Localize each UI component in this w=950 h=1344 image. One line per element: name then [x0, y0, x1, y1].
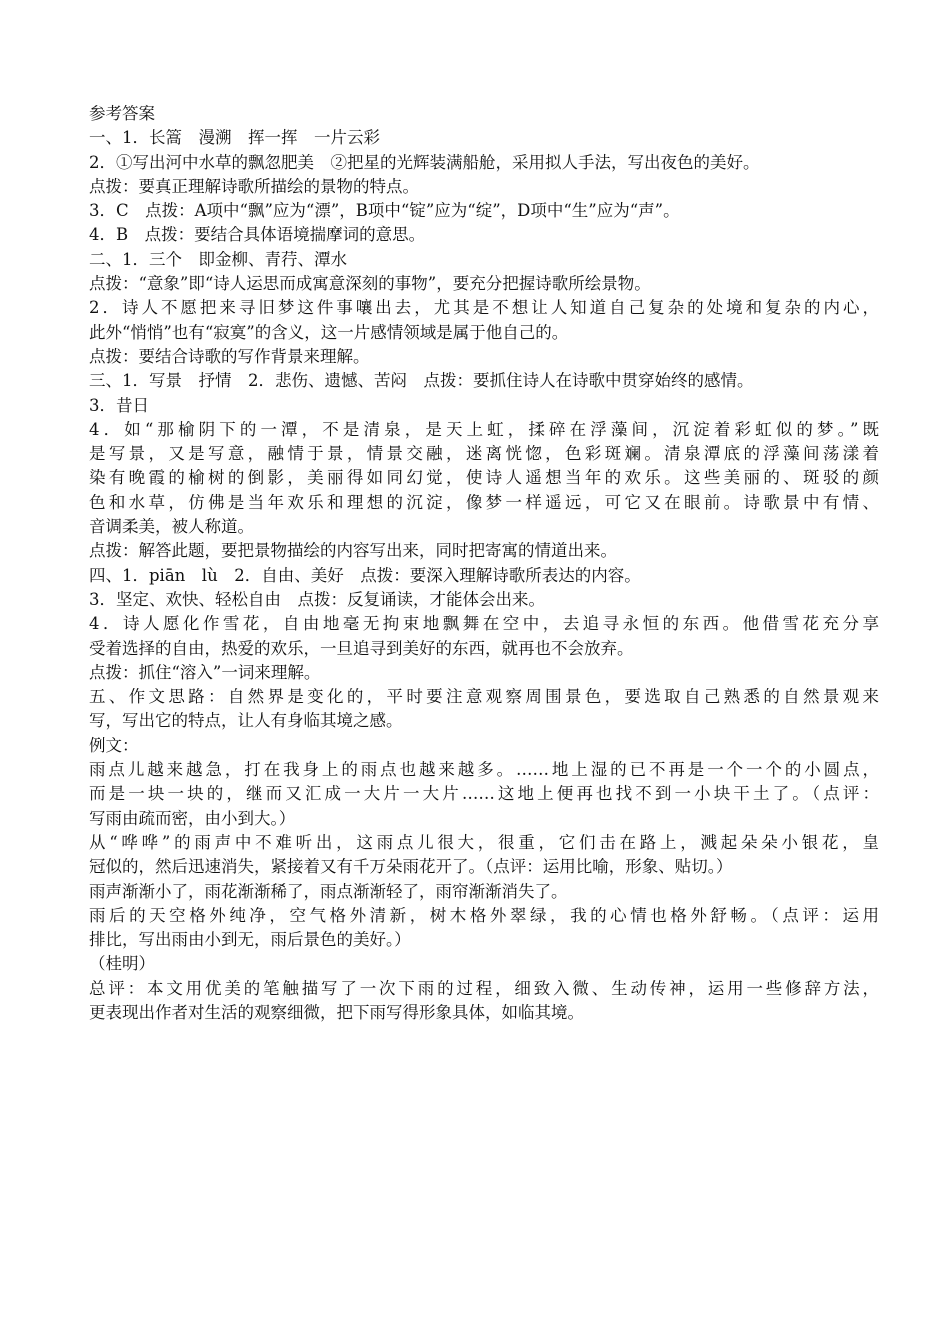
text-line: 一、1．长篙 漫溯 挥一挥 一片云彩	[89, 128, 380, 148]
text-line: 雨后的天空格外纯净，空气格外清新，树木格外翠绿，我的心情也格外舒畅。（点评：运用	[89, 905, 879, 925]
text-line: 是写景，又是写意，融情于景，情景交融，迷离恍惚，色彩斑斓。清泉潭底的浮藻间荡漾着	[89, 444, 879, 464]
text-line: 五、作文思路：自然界是变化的，平时要注意观察周围景色，要选取自己熟悉的自然景观来	[89, 687, 879, 707]
text-line: 冠似的，然后迅速消失，紧接着又有千万朵雨花开了。（点评：运用比喻，形象、贴切。）	[89, 857, 733, 877]
text-line: 而是一块一块的，继而又汇成一大片一大片……这地上便再也找不到一小块干土了。（点评：	[89, 784, 879, 804]
text-line: 写，写出它的特点，让人有身临其境之感。	[89, 711, 403, 731]
text-line: 例文：	[89, 735, 139, 755]
text-line: 雨声渐渐小了，雨花渐渐稀了，雨点渐渐轻了，雨帘渐渐消失了。	[89, 881, 568, 901]
text-line: 从“哗哗”的雨声中不难听出，这雨点儿很大，很重，它们击在路上，溅起朵朵小银花，皇	[89, 832, 879, 852]
text-line: 2．诗人不愿把来寻旧梦这件事嚷出去，尤其是不想让人知道自己复杂的处境和复杂的内心，	[89, 298, 879, 318]
answer-document	[89, 102, 879, 1025]
text-line: （桂明）	[89, 954, 155, 974]
text-line: 4．诗人愿化作雪花，自由地毫无拘束地飘舞在空中，去追寻永恒的东西。他借雪花充分享	[89, 614, 879, 634]
text-line: 音调柔美，被人称道。	[89, 517, 254, 537]
text-line: 总评：本文用优美的笔触描写了一次下雨的过程，细致入微、生动传神，运用一些修辞方法，	[89, 978, 879, 998]
text-line: 点拨：“意象”即“诗人运思而成寓意深刻的事物”，要充分把握诗歌所绘景物。	[89, 274, 651, 294]
text-line: 3．C 点拨：A项中“飘”应为“漂”，B项中“锭”应为“绽”，D项中“生”应为“声”。	[89, 201, 680, 221]
text-line: 4．B 点拨：要结合具体语境揣摩词的意思。	[89, 225, 426, 245]
text-line: 二、1．三个 即金柳、青荇、潭水	[89, 249, 347, 269]
text-line: 点拨：要真正理解诗歌所描绘的景物的特点。	[89, 176, 419, 196]
text-line: 点拨：解答此题，要把景物描绘的内容写出来，同时把寄寓的情道出来。	[89, 541, 617, 561]
text-line: 更表现出作者对生活的观察细微，把下雨写得形象具体，如临其境。	[89, 1002, 584, 1022]
text-line: 色和水草，仿佛是当年欢乐和理想的沉淀，像梦一样遥远，可它又在眼前。诗歌景中有情、	[89, 492, 879, 512]
text-line: 三、1．写景 抒情 2．悲伤、遗憾、苦闷 点拨：要抓住诗人在诗歌中贯穿始终的感情。	[89, 371, 754, 391]
text-line: 4．如“那榆阴下的一潭，不是清泉，是天上虹，揉碎在浮藻间，沉淀着彩虹似的梦。”既	[89, 419, 879, 439]
text-line: 写雨由疏而密，由小到大。）	[89, 808, 296, 828]
text-line: 四、1．piān lù 2．自由、美好 点拨：要深入理解诗歌所表达的内容。	[89, 565, 641, 585]
text-line: 3．昔日	[89, 395, 149, 415]
text-line: 染有晚霞的榆树的倒影，美丽得如同幻觉，使诗人遥想当年的欢乐。这些美丽的、斑驳的颜	[89, 468, 879, 488]
text-line: 点拨：要结合诗歌的写作背景来理解。	[89, 346, 370, 366]
text-line: 3．坚定、欢快、轻松自由 点拨：反复诵读，才能体会出来。	[89, 589, 545, 609]
text-line: 雨点儿越来越急，打在我身上的雨点也越来越多。……地上湿的已不再是一个一个的小圆点，	[89, 760, 879, 780]
text-line: 此外“悄悄”也有“寂寞”的含义，这一片感情领域是属于他自己的。	[89, 322, 569, 342]
text-line: 排比，写出雨由小到无，雨后景色的美好。）	[89, 930, 411, 950]
text-line: 参考答案	[89, 104, 155, 123]
text-line: 点拨：抓住“溶入”一词来理解。	[89, 662, 321, 682]
text-line: 受着选择的自由，热爱的欢乐，一旦追寻到美好的东西，就再也不会放弃。	[89, 638, 634, 658]
text-line: 2．①写出河中水草的飘忽肥美 ②把星的光辉装满船舱，采用拟人手法，写出夜色的美好。	[89, 152, 760, 172]
